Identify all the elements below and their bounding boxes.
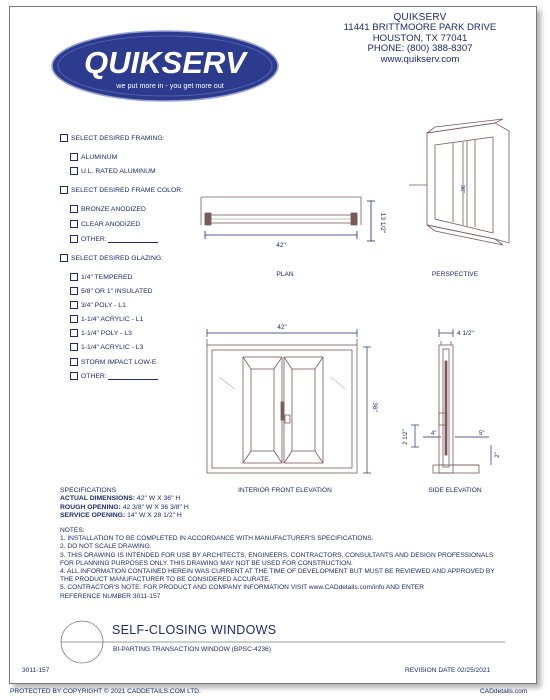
side-elevation-label: SIDE ELEVATION	[428, 487, 482, 494]
phone-line: PHONE: (800) 388-8307	[367, 43, 473, 55]
side-dim-d: 2"	[495, 452, 501, 458]
option-storm-impact[interactable]: STORM IMPACT LOW-E	[70, 358, 156, 366]
drawing-sheet	[9, 6, 537, 684]
plan-label: PLAN	[276, 271, 294, 278]
checkbox[interactable]	[70, 315, 78, 323]
option-ul-rated-aluminum[interactable]: U.L. RATED ALUMINUM	[70, 167, 156, 175]
option-glazing-other[interactable]: OTHER:	[70, 372, 158, 380]
side-dim-c: 5"	[479, 431, 485, 437]
checkbox[interactable]	[70, 287, 78, 295]
plan-width-dim: 42"	[276, 242, 286, 249]
option-aluminum[interactable]: ALUMINUM	[70, 153, 117, 161]
copyright: PROTECTED BY COPYRIGHT © 2021 CADDETAILS.COM LTD.	[10, 688, 201, 695]
checkbox[interactable]	[70, 329, 78, 337]
option-select-framing[interactable]: SELECT DESIRED FRAMING:	[60, 134, 165, 142]
revision-date: REVISION DATE 02/25/2021	[405, 667, 491, 674]
perspective-drawing	[405, 115, 525, 265]
note-line: FOR PLANNING PURPOSES ONLY. THIS DRAWING MAY NOT BE USED FOR CONSTRUCTION.	[60, 559, 353, 567]
note-line: REFERENCE NUMBER 3011-157	[60, 592, 161, 600]
option-color-other[interactable]: OTHER:	[70, 235, 158, 243]
checkbox[interactable]	[70, 167, 78, 175]
notes	[60, 527, 500, 601]
option-tempered[interactable]: 1/4" TEMPERED	[70, 273, 132, 281]
front-elevation-label: INTERIOR FRONT ELEVATION	[238, 487, 332, 494]
option-insulated[interactable]: 5/8" OR 1" INSULATED	[70, 287, 153, 295]
drawing-subtitle: BI-PARTING TRANSACTION WINDOW (BPSC-4236)	[113, 646, 271, 653]
checkbox[interactable]	[70, 301, 78, 309]
other-blank[interactable]	[108, 236, 158, 243]
note-line: 3. THIS DRAWING IS INTENDED FOR USE BY ARCHITECTS, ENGINEERS, CONTRACTORS, CONSULTANTS AND DESIGN PROFESSIONALS	[60, 551, 494, 559]
option-bronze-anodized[interactable]: BRONZE ANODIZED	[70, 205, 146, 213]
logo-tagline: we put more in - you get more out	[116, 81, 224, 90]
option-select-glazing[interactable]: SELECT DESIRED GLAZING:	[60, 254, 163, 262]
front-elevation-drawing	[195, 317, 378, 482]
note-line: 1. INSTALLATION TO BE COMPLETED IN ACCORDANCE WITH MANUFACTURER'S SPECIFICATIONS.	[60, 535, 374, 543]
notes-heading: NOTES:	[60, 527, 85, 534]
front-width-dim: 42"	[277, 324, 287, 331]
note-line: 4. ALL INFORMATION CONTAINED HEREIN WAS CURRENT AT THE TIME OF DEVELOPMENT BUT MUST BE REVIEWED AND APPROVED BY	[60, 568, 495, 576]
specifications	[60, 487, 189, 520]
checkbox[interactable]	[70, 220, 78, 228]
checkbox[interactable]	[60, 186, 68, 194]
specs-heading: SPECIFICATIONS	[60, 487, 117, 494]
spec-rough: ROUGH OPENING: 42 3/8" W X 36 3/8" H	[60, 503, 189, 511]
front-height-dim: 36"	[371, 402, 378, 412]
plan-depth-dim: 13 1/2"	[379, 212, 386, 234]
quikserv-logo	[50, 29, 280, 103]
note-line: 5. CONTRACTOR'S NOTE: FOR PRODUCT AND COMPANY INFORMATION VISIT www.CADdetails.com/info AND ENTER	[60, 584, 424, 592]
spec-service: SERVICE OPENING: 14" W X 28 1/2" H	[60, 511, 182, 519]
side-dim-a: 2 1/2"	[403, 429, 409, 445]
option-poly-l3[interactable]: 1-1/4" POLY - L3	[70, 329, 132, 337]
website-link[interactable]: www.quikserv.com	[380, 53, 460, 65]
spec-actual: ACTUAL DIMENSIONS: 42" W X 36" H	[60, 495, 181, 503]
option-select-frame-color[interactable]: SELECT DESIRED FRAME COLOR:	[60, 186, 183, 194]
city-line: HOUSTON, TX 77041	[372, 32, 468, 44]
checkbox[interactable]	[70, 343, 78, 351]
checkbox[interactable]	[70, 235, 78, 243]
checkbox[interactable]	[60, 254, 68, 262]
company-name: QUIKSERV	[393, 12, 447, 23]
side-top-dim: 4 1/2"	[457, 330, 474, 337]
title-block	[60, 619, 505, 665]
address-line: 11441 BRITTMOORE PARK DRIVE	[343, 22, 497, 34]
checkbox[interactable]	[70, 205, 78, 213]
drawing-title: SELF-CLOSING WINDOWS	[112, 623, 277, 637]
checkbox[interactable]	[70, 358, 78, 366]
plan-drawing	[195, 187, 385, 267]
option-clear-anodized[interactable]: CLEAR ANODIZED	[70, 220, 140, 228]
caddetails-link[interactable]: CADdetails.com	[480, 688, 528, 695]
checkbox[interactable]	[60, 134, 68, 142]
perspective-dim: 36"	[459, 185, 465, 194]
note-line: 2. DO NOT SCALE DRAWING.	[60, 543, 152, 551]
side-dim-b: 4"	[431, 431, 437, 437]
option-poly-l1[interactable]: 3/4" POLY - L1	[70, 301, 126, 309]
checkbox[interactable]	[70, 372, 78, 380]
checkbox[interactable]	[70, 273, 78, 281]
side-elevation-drawing	[395, 317, 515, 482]
logo-text: QUIKSERV	[84, 45, 246, 80]
option-acrylic-l1[interactable]: 1-1/4" ACRYLIC - L1	[70, 315, 143, 323]
other-blank[interactable]	[108, 373, 158, 380]
reference-number: 3011-157	[22, 667, 50, 674]
perspective-label: PERSPECTIVE	[431, 271, 479, 278]
note-line: THE PRODUCT MANUFACTURER TO BE CONSIDERED ACCURATE.	[60, 576, 271, 584]
option-acrylic-l3[interactable]: 1-1/4" ACRYLIC - L3	[70, 343, 143, 351]
company-address	[320, 13, 520, 65]
checkbox[interactable]	[70, 153, 78, 161]
